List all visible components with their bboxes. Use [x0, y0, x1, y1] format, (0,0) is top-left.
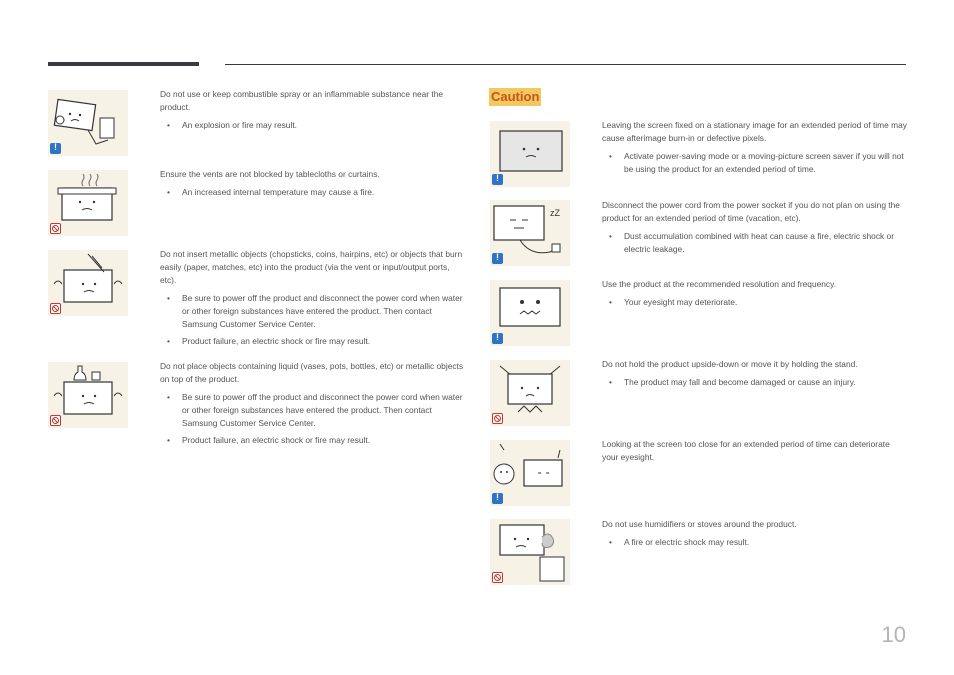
- item-description: Looking at the screen too close for an extended period of time can deteriorate your eyesight.: [602, 439, 890, 462]
- item-bullet: • Be sure to power off the product and disconnect the power cord when water or other foreign substances have entered the product. Then contact Samsung Customer Service Center.: [160, 391, 466, 430]
- item-bullet: • Dust accumulation combined with heat can cause a fire, electric shock or electric leakage.: [602, 230, 908, 256]
- prohibited-icon: [492, 413, 503, 424]
- right-item-1: [602, 119, 908, 180]
- info-icon: [50, 143, 61, 154]
- left-item-1: [160, 88, 466, 136]
- item-description: Ensure the vents are not blocked by tablecloths or curtains.: [160, 169, 380, 179]
- info-icon: [492, 333, 503, 344]
- prohibited-icon: [492, 572, 503, 583]
- resolution-illustration: [490, 280, 570, 346]
- item-bullet: • The product may fall and become damaged or cause an injury.: [602, 376, 908, 389]
- right-item-3: [602, 278, 908, 313]
- info-icon: [492, 493, 503, 504]
- item-bullet: • Product failure, an electric shock or fire may result.: [160, 335, 466, 348]
- vent-blocked-illustration: [48, 170, 128, 236]
- svg-text:zZ: zZ: [550, 208, 560, 218]
- item-description: Leaving the screen fixed on a stationary image for an extended period of time may cause afterimage burn-in or defective pixels.: [602, 120, 907, 143]
- humidifier-illustration: [490, 519, 570, 585]
- caution-heading: Caution: [491, 89, 540, 104]
- item-bullet: • A fire or electric shock may result.: [602, 536, 908, 549]
- prohibited-icon: [50, 415, 61, 426]
- item-description: Disconnect the power cord from the power socket if you do not plan on using the product for an extended period of time (vacation, etc).: [602, 200, 900, 223]
- item-bullet: • Your eyesight may deteriorate.: [602, 296, 908, 309]
- header-accent-bar: [48, 62, 199, 66]
- right-item-5: [602, 438, 908, 469]
- item-description: Do not hold the product upside-down or move it by holding the stand.: [602, 359, 858, 369]
- prohibited-icon: [50, 223, 61, 234]
- liquid-objects-illustration: [48, 362, 128, 428]
- item-description: Do not insert metallic objects (chopsticks, coins, hairpins, etc) or objects that burn easily (paper, matches, etc) into the product (via the vent or input/output ports, etc).: [160, 249, 463, 285]
- item-description: Do not place objects containing liquid (vases, pots, bottles, etc) or metallic objects on top of the product.: [160, 361, 464, 384]
- upside-down-illustration: [490, 360, 570, 426]
- page-number: 10: [881, 622, 906, 647]
- viewing-distance-illustration: [490, 440, 570, 506]
- left-item-3: [160, 248, 466, 352]
- header-rule: [225, 64, 906, 65]
- item-bullet: • Product failure, an electric shock or fire may result.: [160, 434, 466, 447]
- item-description: Do not use or keep combustible spray or an inflammable substance near the product.: [160, 89, 444, 112]
- left-item-2: [160, 168, 466, 203]
- item-bullet: • Be sure to power off the product and disconnect the power cord when water or other foreign substances have entered the product. Then contact Samsung Customer Service Center.: [160, 292, 466, 331]
- info-icon: [492, 174, 503, 185]
- info-icon: [492, 253, 503, 264]
- prohibited-icon: [50, 303, 61, 314]
- item-bullet: • An increased internal temperature may cause a fire.: [160, 186, 466, 199]
- spray-warning-illustration: [48, 90, 128, 156]
- item-bullet: • Activate power-saving mode or a moving-picture screen saver if you will not be using the product for an extended period of time.: [602, 150, 908, 176]
- left-item-4: [160, 360, 466, 451]
- right-item-4: [602, 358, 908, 393]
- right-item-2: [602, 199, 908, 260]
- unplug-illustration: [490, 200, 570, 266]
- metal-objects-illustration: [48, 250, 128, 316]
- item-bullet: • An explosion or fire may result.: [160, 119, 466, 132]
- item-description: Do not use humidifiers or stoves around the product.: [602, 519, 797, 529]
- burn-in-illustration: [490, 121, 570, 187]
- item-description: Use the product at the recommended resolution and frequency.: [602, 279, 837, 289]
- right-item-6: [602, 518, 908, 553]
